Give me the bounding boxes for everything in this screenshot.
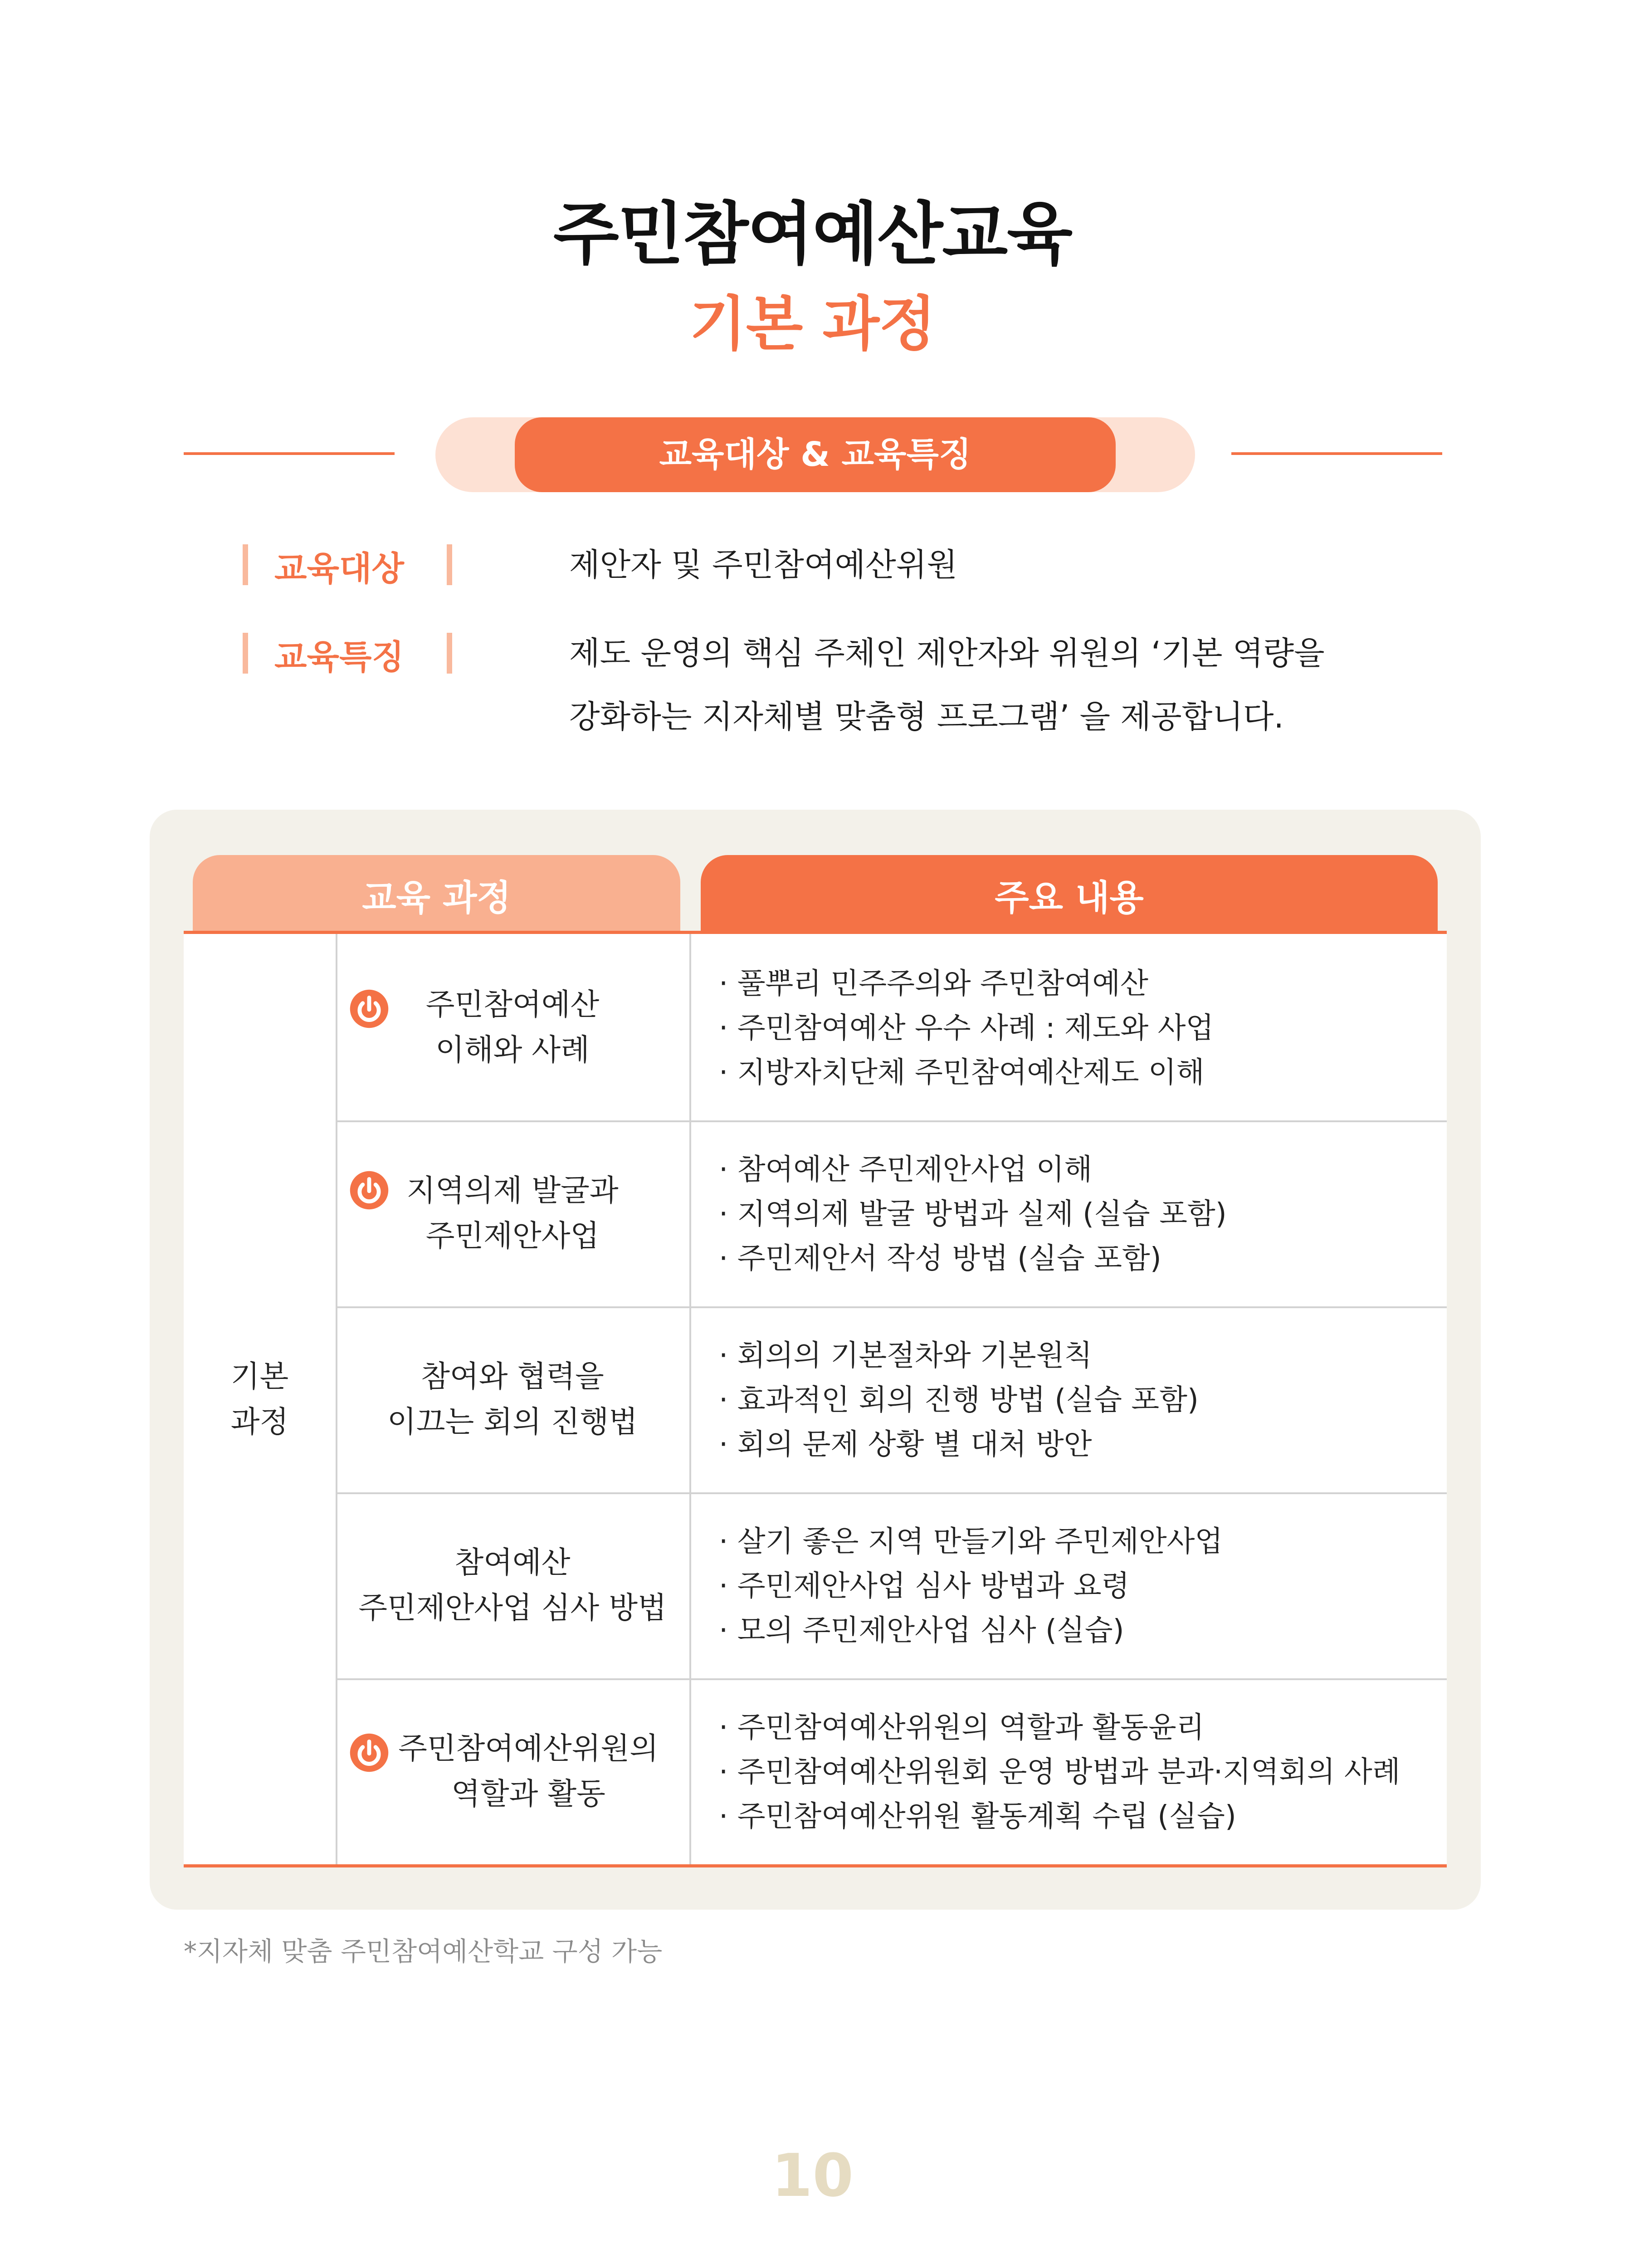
header-course: 교육 과정 — [193, 855, 680, 937]
category-line: 과정 — [230, 1404, 289, 1439]
section-pill: 교육대상 & 교육특징 — [515, 417, 1116, 492]
course-content — [719, 1520, 1223, 1653]
list-item: · 주민참여예산위원 활동계획 수립 (실습) — [719, 1794, 1401, 1839]
list-item: · 회의의 기본절차와 기본원칙 — [719, 1334, 1199, 1378]
footnote: *지자체 맞춤 주민참여예산학교 구성 가능 — [184, 1936, 663, 1967]
label-bar — [447, 633, 452, 674]
course-content — [719, 1334, 1199, 1467]
target-label: 교육대상 — [274, 549, 404, 588]
course-name-line: 참여와 협력을 — [421, 1359, 604, 1394]
row-separator — [337, 1492, 1447, 1494]
page-subtitle: 기본 과정 — [689, 289, 936, 358]
row-separator — [337, 1306, 1447, 1308]
list-item: · 주민참여예산위원의 역할과 활동윤리 — [719, 1706, 1401, 1750]
course-name-line: 역할과 활동 — [451, 1776, 605, 1811]
course-name-line: 지역의제 발굴과 — [406, 1173, 619, 1208]
feature-text-line2: 강화하는 지자체별 맞춤형 프로그램’ 을 제공합니다. — [569, 698, 1284, 735]
label-bar — [243, 544, 248, 585]
course-name-line: 참여예산 — [454, 1545, 571, 1580]
list-item: · 모의 주민제안사업 심사 (실습) — [719, 1608, 1223, 1653]
list-item: · 주민참여예산 우수 사례 : 제도와 사업 — [719, 1006, 1214, 1051]
divider-right — [1231, 452, 1442, 455]
course-name — [336, 982, 689, 1073]
page-title: 주민참여예산교육 — [553, 195, 1072, 274]
list-item: · 효과적인 회의 진행 방법 (실습 포함) — [719, 1378, 1199, 1422]
list-item: · 살기 좋은 지역 만들기와 주민제안사업 — [719, 1520, 1223, 1564]
course-name — [336, 1540, 689, 1631]
table-top-rule — [184, 931, 1447, 934]
course-name — [367, 1726, 689, 1817]
course-name — [336, 1168, 689, 1259]
label-bar — [447, 544, 452, 585]
feature-text-line1: 제도 운영의 핵심 주체인 제안자와 위원의 ‘기본 역량을 — [569, 635, 1325, 672]
list-item: · 주민제안서 작성 방법 (실습 포함) — [719, 1237, 1227, 1281]
course-name-line: 주민참여예산위원의 — [398, 1731, 659, 1766]
list-item: · 지역의제 발굴 방법과 실제 (실습 포함) — [719, 1192, 1227, 1237]
target-text: 제안자 및 주민참여예산위원 — [569, 546, 957, 583]
list-item: · 지방자치단체 주민참여예산제도 이해 — [719, 1051, 1214, 1095]
course-name-line: 주민제안사업 — [425, 1218, 600, 1253]
course-name-line: 주민제안사업 심사 방법 — [358, 1590, 667, 1625]
course-name-line: 이끄는 회의 진행법 — [387, 1404, 638, 1439]
list-item: · 회의 문제 상황 별 대처 방안 — [719, 1422, 1199, 1467]
list-item: · 참여예산 주민제안사업 이해 — [719, 1148, 1227, 1192]
page-number: 10 — [771, 2141, 854, 2210]
list-item: · 풀뿌리 민주주의와 주민참여예산 — [719, 962, 1214, 1006]
table-bottom-rule — [184, 1864, 1447, 1867]
category-line: 기본 — [230, 1359, 289, 1394]
divider-left — [184, 452, 395, 455]
list-item: · 주민제안사업 심사 방법과 요령 — [719, 1564, 1223, 1608]
row-separator — [337, 1120, 1447, 1122]
category-cell — [184, 1354, 336, 1445]
label-bar — [243, 633, 248, 674]
course-name — [336, 1354, 689, 1445]
course-name-line: 주민참여예산 — [425, 987, 600, 1022]
row-separator — [337, 1678, 1447, 1680]
table-divider — [689, 934, 691, 1864]
feature-label: 교육특징 — [274, 638, 404, 677]
course-content — [719, 1706, 1401, 1839]
course-content — [719, 962, 1214, 1095]
header-content: 주요 내용 — [701, 855, 1438, 937]
course-content — [719, 1148, 1227, 1281]
list-item: · 주민참여예산위원회 운영 방법과 분과·지역회의 사례 — [719, 1750, 1401, 1794]
course-name-line: 이해와 사례 — [435, 1032, 590, 1067]
